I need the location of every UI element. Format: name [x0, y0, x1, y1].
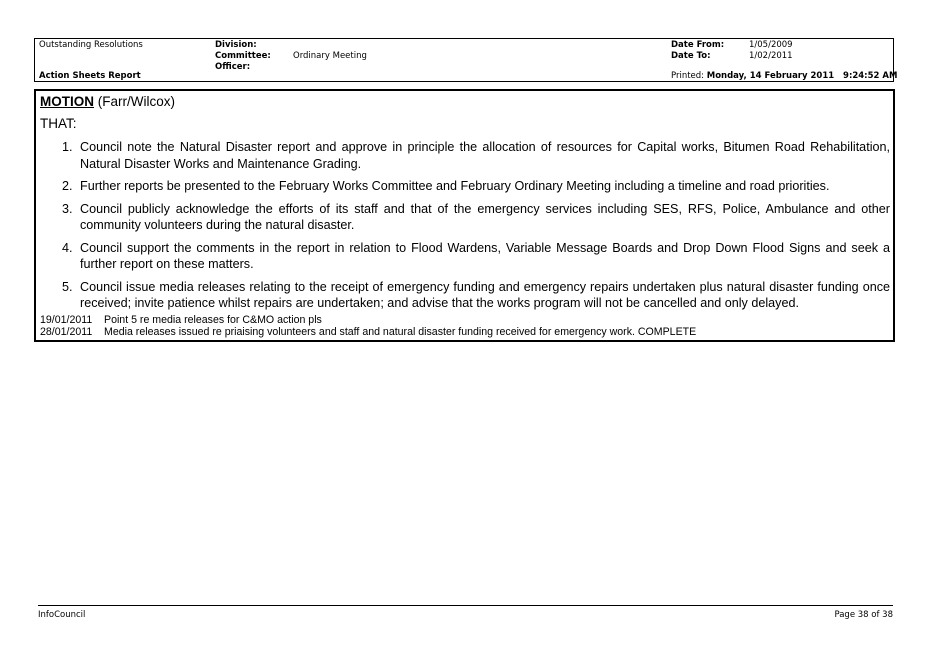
date-to-label: Date To:: [671, 51, 711, 61]
report-title: Outstanding Resolutions: [39, 40, 143, 50]
report-header: [34, 38, 898, 82]
motion-item: [62, 279, 890, 312]
printed-stamp: [671, 71, 897, 81]
item-number: 1.: [62, 140, 73, 154]
printed-label: Printed:: [671, 71, 705, 81]
item-number: 3.: [62, 201, 73, 216]
footer-app-name: InfoCouncil: [38, 610, 86, 620]
item-text: Council issue media releases relating to the receipt of emergency funding and emergency repairs undertaken plus natural disaster funding once received; invite patience whilst repairs are undertaken; and advise that the works program will not be cancelled and only delayed.: [80, 279, 890, 310]
motion-item: [62, 178, 890, 195]
item-number: 4.: [62, 240, 73, 255]
division-label: Division:: [215, 40, 257, 50]
item-text: Council note the Natural Disaster report and approve in principle the allocation of resources for Capital works, Bitumen Road Rehabilitation, Natural Disaster Works and Maintenance Grading.: [80, 140, 890, 171]
motion-heading: [40, 94, 175, 109]
that-label: THAT:: [40, 116, 77, 131]
officer-label: Officer:: [215, 62, 251, 72]
date-from-label: Date From:: [671, 40, 725, 50]
page-number: Page 38 of 38: [834, 610, 893, 620]
item-number: 5.: [62, 279, 73, 294]
motion-label: MOTION: [40, 94, 94, 109]
report-name: Action Sheets Report: [39, 71, 141, 81]
item-text: Further reports be presented to the February Works Committee and February Ordinary Meeting including a timeline and road priorities.: [80, 179, 830, 193]
item-number: 2.: [62, 179, 73, 193]
item-text: Council publicly acknowledge the efforts of its staff and that of the emergency services including SES, RFS, Police, Ambulance and other community volunteers during the natural disaster.: [80, 201, 890, 232]
action-note: [40, 327, 696, 339]
item-text: Council support the comments in the report in relation to Flood Wardens, Variable Message Boards and Drop Down Flood Signs and seek a further report on these matters.: [80, 240, 890, 271]
note-text: Point 5 re media releases for C&MO action pls: [104, 314, 322, 326]
date-to-value: 1/02/2011: [749, 51, 793, 61]
resolution-box: [34, 89, 895, 342]
note-date: 19/01/2011: [40, 314, 93, 326]
committee-label: Committee:: [215, 51, 271, 61]
date-from-value: 1/05/2009: [749, 40, 793, 50]
motion-item: [62, 201, 890, 234]
motion-item: [62, 240, 890, 273]
note-text: Media releases issued re priaising volunteers and staff and natural disaster funding received for emergency work. COMPLETE: [104, 325, 697, 338]
note-date: 28/01/2011: [40, 325, 93, 338]
printed-value: Monday, 14 February 2011 9:24:52 AM: [706, 71, 898, 81]
page-footer: [38, 605, 893, 620]
motion-items: [62, 139, 890, 318]
committee-value: Ordinary Meeting: [293, 51, 367, 61]
motion-item: [62, 139, 890, 172]
action-notes: [40, 315, 696, 338]
motion-movers: (Farr/Wilcox): [97, 94, 176, 109]
